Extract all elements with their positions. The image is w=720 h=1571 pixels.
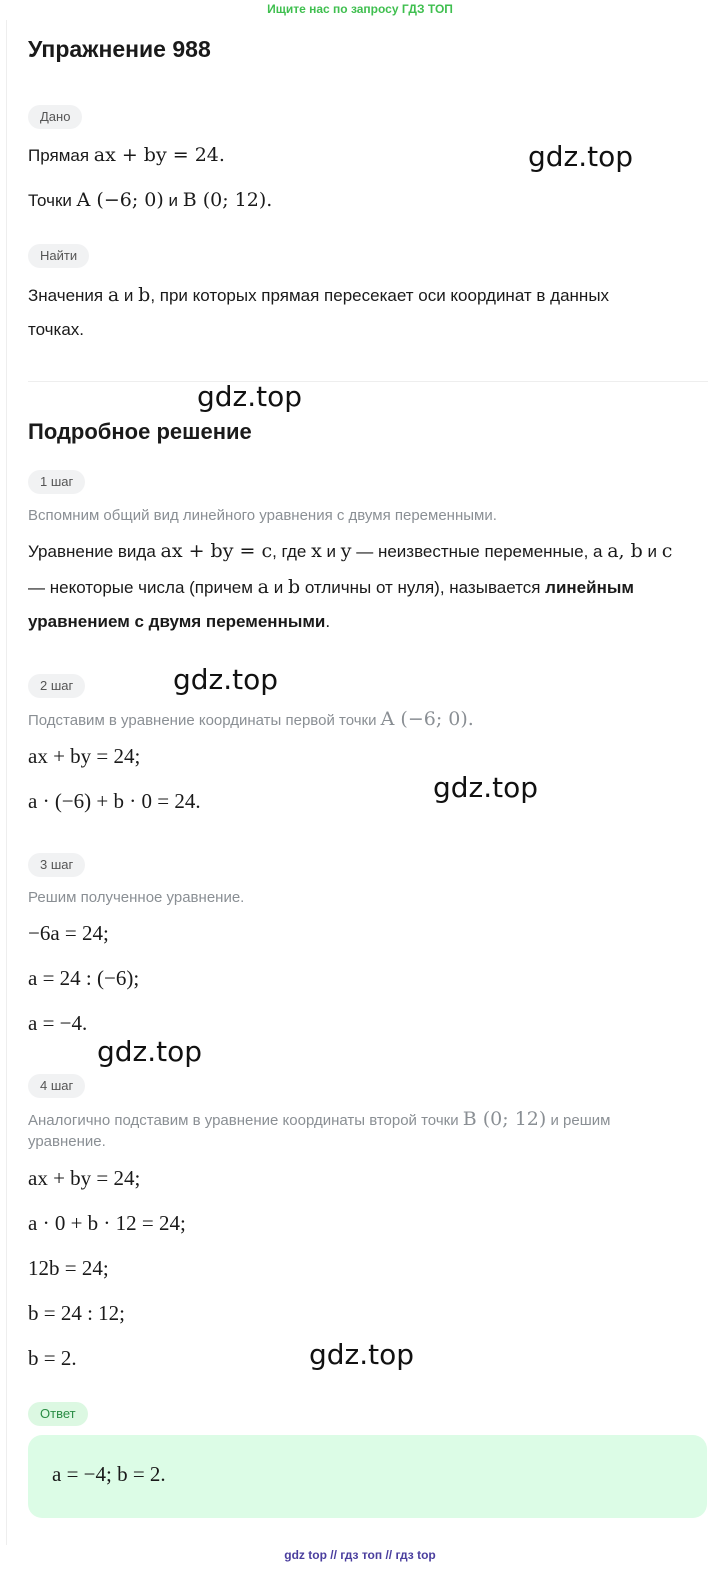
promo-banner[interactable]: Ищите нас по запросу ГДЗ ТОП [267,2,453,16]
step-3-eq-1: −6a = 24; [28,921,109,945]
footer-links[interactable]: gdz top // гдз топ // гдз top [284,1548,436,1562]
step-1-line-3: уравнением с двумя переменными. [28,612,331,631]
given-badge: Дано [28,105,82,129]
step-3-badge: 3 шаг [28,853,85,877]
step-4-eq-4: b = 24 : 12; [28,1301,126,1325]
step-4-hint-2: уравнение. [28,1133,106,1150]
exercise-title: Упражнение 988 [28,36,211,62]
divider [28,381,708,382]
step-3-eq-3: a = −4. [28,1011,88,1035]
find-line-2: точках. [28,320,85,339]
step-4-eq-2: a · 0 + b · 12 = 24; [28,1211,186,1235]
watermark: gdz.top [528,140,634,173]
step-4-badge: 4 шаг [28,1074,85,1098]
answer-box [28,1435,707,1518]
step-4-hint-1: Аналогично подставим в уравнение координаты второй точки B (0; 12) и решим [28,1108,611,1130]
step-2-hint: Подставим в уравнение координаты первой точки A (−6; 0). [28,708,474,730]
step-2-eq-1: ax + by = 24; [28,744,141,768]
step-3-hint: Решим полученное уравнение. [28,889,245,906]
step-1-hint: Вспомним общий вид линейного уравнения с двумя переменными. [28,507,497,524]
step-4-eq-3: 12b = 24; [28,1256,109,1280]
watermark: gdz.top [173,663,279,696]
step-1-line-1: Уравнение вида ax + by = c, где x и y — неизвестные переменные, а a, b и c [28,540,673,562]
step-1-badge: 1 шаг [28,470,85,494]
step-2-badge: 2 шаг [28,674,85,698]
answer-text: a = −4; b = 2. [52,1462,166,1486]
step-3-eq-2: a = 24 : (−6); [28,966,140,990]
given-line-1: Прямая ax + by = 24. [28,144,225,166]
find-badge: Найти [28,244,89,268]
solution-title: Подробное решение [28,419,252,444]
watermark: gdz.top [309,1338,415,1371]
given-line-2: Точки A (−6; 0) и B (0; 12). [28,189,273,211]
step-4-eq-1: ax + by = 24; [28,1166,141,1190]
step-4-eq-5: b = 2. [28,1346,77,1370]
find-line-1: Значения a и b, при которых прямая пересекает оси координат в данных [28,284,610,306]
watermark: gdz.top [97,1035,203,1068]
answer-badge: Ответ [28,1402,88,1426]
watermark: gdz.top [197,380,303,413]
given-equation: ax + by = 24. [93,144,225,166]
step-1-line-2: — некоторые числа (причем a и b отличны от нуля), называется линейным [28,576,634,598]
step-2-eq-2: a · (−6) + b · 0 = 24. [28,789,201,813]
watermark: gdz.top [433,771,539,804]
